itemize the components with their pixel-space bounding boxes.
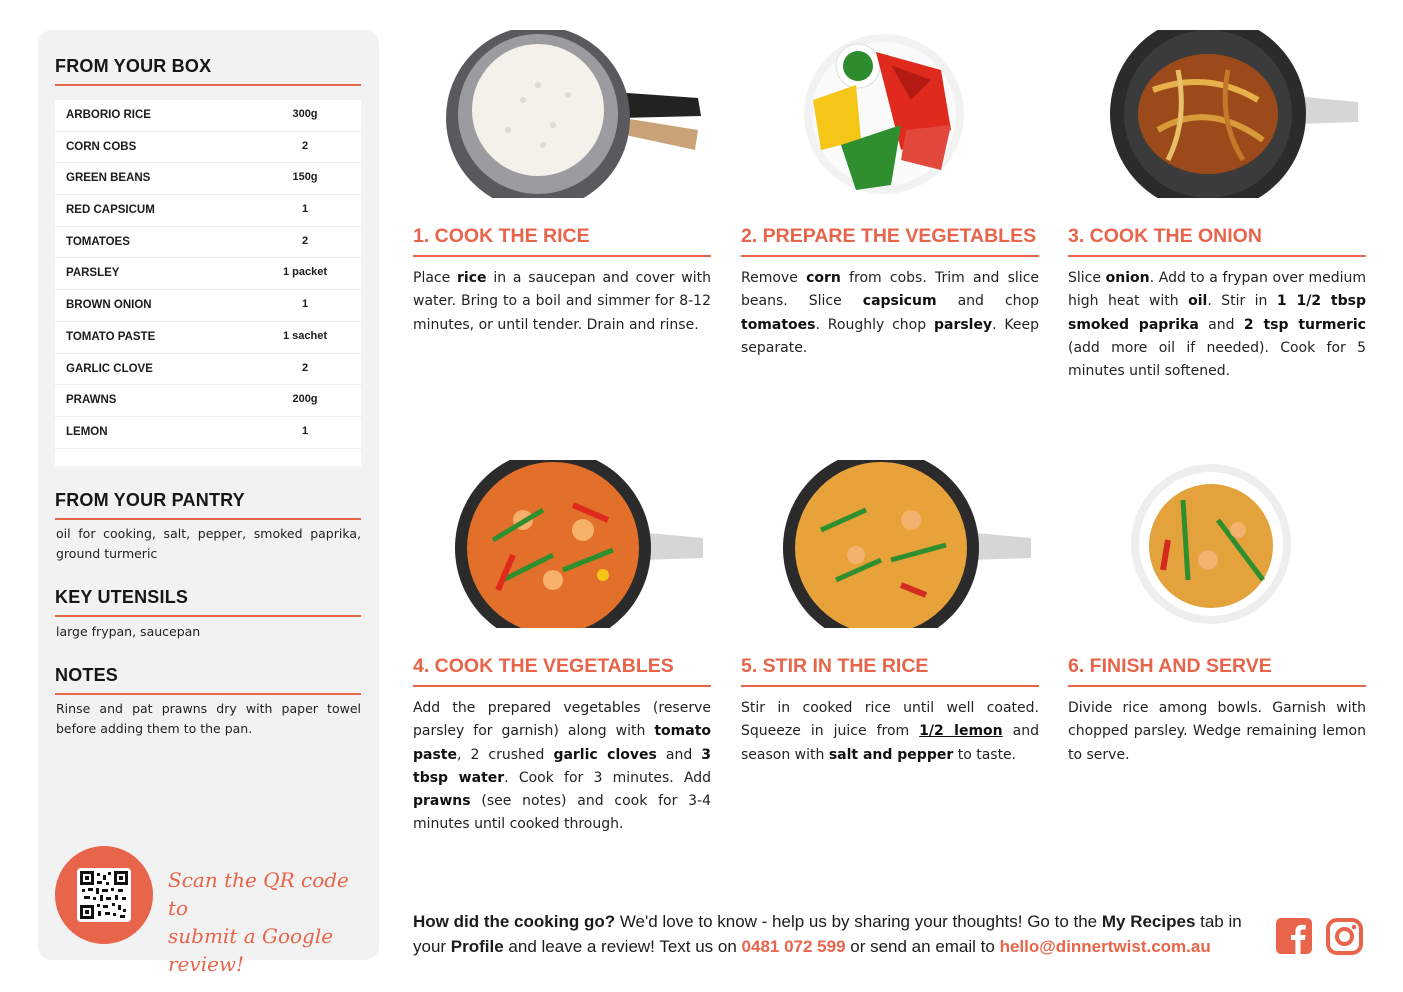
step-text: in a saucepan and cover with water. Bring to a boil and simmer for 8-12 minutes, or until tender. Drain and rinse. bbox=[413, 270, 712, 333]
step-2-title: 2. PREPARE THE VEGETABLES bbox=[741, 225, 1039, 257]
ingredients-table bbox=[55, 100, 361, 466]
sidebar bbox=[38, 30, 379, 976]
step-bold-text: 1/2 lemon bbox=[919, 723, 1003, 740]
paella-bowl-image bbox=[1068, 460, 1366, 628]
ingredient-row bbox=[55, 195, 361, 227]
qr-code-badge[interactable] bbox=[55, 846, 153, 944]
step-bold-text: tomato paste bbox=[413, 723, 711, 763]
ingredient-name: ARBORIO RICE bbox=[66, 109, 151, 121]
step-text: and chop bbox=[936, 293, 1040, 310]
rice-strainer-image bbox=[413, 30, 711, 198]
step-text: to taste. bbox=[953, 746, 1017, 763]
step-text: Slice bbox=[1068, 270, 1106, 286]
step-text: Add the prepared vegetables (reserve parsley for garnish) along with bbox=[413, 700, 711, 740]
ingredient-name: GREEN BEANS bbox=[66, 172, 151, 185]
ingredient-qty: 150g bbox=[292, 171, 318, 184]
step-text: (add more oil if needed). Cook for 5 minutes until softened. bbox=[1068, 339, 1366, 380]
step-3-title: 3. COOK THE ONION bbox=[1068, 225, 1366, 257]
ingredient-qty: 200g bbox=[292, 393, 318, 406]
step-1-body bbox=[413, 267, 711, 337]
qr-code-icon[interactable] bbox=[77, 868, 131, 922]
step-6-body bbox=[1068, 697, 1366, 767]
step-1-title: 1. COOK THE RICE bbox=[413, 225, 711, 257]
step-bold-text: salt and pepper bbox=[828, 746, 954, 763]
step-5-title: 5. STIR IN THE RICE bbox=[741, 655, 1039, 687]
ingredient-qty: 1 packet bbox=[282, 266, 328, 279]
ingredient-row bbox=[55, 100, 361, 132]
ingredient-qty: 1 bbox=[301, 298, 309, 311]
step-text: and bbox=[656, 746, 702, 763]
ingredient-row bbox=[55, 385, 361, 417]
phone-link[interactable]: 0481 072 599 bbox=[741, 937, 846, 956]
ingredient-qty: 2 bbox=[301, 139, 309, 152]
footer-text-2: tab in your bbox=[413, 912, 1242, 956]
step-text: . Cook for 3 minutes. Add bbox=[504, 769, 711, 786]
step-6-title: 6. FINISH AND SERVE bbox=[1068, 655, 1366, 687]
step-4-body bbox=[413, 697, 711, 837]
step-2-body bbox=[741, 267, 1039, 360]
step-text: . Keep separate. bbox=[741, 316, 1040, 356]
from-your-box-title: FROM YOUR BOX bbox=[55, 56, 361, 86]
step-text: Place bbox=[413, 270, 458, 286]
footer-text-3: and leave a review! Text us on bbox=[503, 937, 742, 956]
ingredient-row bbox=[55, 354, 361, 386]
ingredient-qty: 2 bbox=[301, 361, 309, 374]
step-text: . Stir in bbox=[1207, 293, 1277, 310]
ingredient-name: BROWN ONION bbox=[66, 299, 152, 312]
qr-caption bbox=[168, 866, 368, 978]
ingredient-row bbox=[55, 132, 361, 164]
footer-text-4: or send an email to bbox=[845, 937, 1000, 956]
step-bold-text: tomatoes bbox=[741, 316, 816, 333]
from-your-pantry-title: FROM YOUR PANTRY bbox=[55, 490, 361, 520]
my-recipes-link[interactable]: My Recipes bbox=[1101, 912, 1196, 931]
step-bold-text: oil bbox=[1188, 293, 1208, 310]
pantry-text: oil for cooking, salt, pepper, smoked paprika, ground turmeric bbox=[56, 526, 361, 561]
ingredient-name: CORN COBS bbox=[66, 140, 137, 153]
qr-caption-line1: Scan the QR code to bbox=[168, 868, 349, 920]
step-bold-text: 1 1/2 tbsp smoked paprika bbox=[1068, 293, 1366, 333]
ingredient-qty: 1 sachet bbox=[282, 329, 328, 342]
vegetables-frypan-image bbox=[413, 460, 711, 628]
footer-text-1: We'd love to know - help us by sharing your thoughts! Go to the bbox=[615, 912, 1102, 931]
step-bold-text: parsley bbox=[933, 316, 993, 333]
ingredient-name: TOMATOES bbox=[66, 235, 130, 248]
ingredient-row bbox=[55, 322, 361, 354]
step-bold-text: capsicum bbox=[862, 293, 937, 310]
rice-frypan-image bbox=[741, 460, 1039, 628]
ingredient-row bbox=[55, 290, 361, 322]
notes-text: Rinse and pat prawns dry with paper towel before adding them to the pan. bbox=[56, 701, 361, 736]
step-bold-text: prawns bbox=[413, 793, 471, 810]
instagram-icon[interactable] bbox=[1326, 918, 1364, 956]
step-text: from cobs. Trim and slice beans. Slice bbox=[741, 270, 1040, 310]
step-text: Divide rice among bowls. Garnish with chopped parsley. Wedge remaining lemon to serve. bbox=[1068, 700, 1366, 763]
step-text: and bbox=[1198, 316, 1244, 333]
step-bold-text: 3 tbsp water bbox=[413, 746, 711, 786]
ingredient-qty: 1 bbox=[301, 203, 309, 216]
step-text: Remove bbox=[741, 270, 807, 286]
step-bold-text: garlic cloves bbox=[553, 746, 657, 763]
step-5-body bbox=[741, 697, 1039, 767]
qr-caption-line2: submit a Google review! bbox=[168, 924, 334, 976]
step-text: , 2 crushed bbox=[457, 746, 554, 763]
ingredient-name: TOMATO PASTE bbox=[66, 330, 156, 343]
notes-title: NOTES bbox=[55, 665, 361, 695]
ingredient-row bbox=[55, 163, 361, 195]
step-bold-text: corn bbox=[806, 270, 841, 286]
ingredient-name: PRAWNS bbox=[66, 394, 117, 407]
ingredient-name: LEMON bbox=[66, 425, 108, 438]
ingredient-row bbox=[55, 417, 361, 449]
ingredient-row bbox=[55, 258, 361, 290]
ingredient-name: PARSLEY bbox=[66, 267, 120, 280]
step-text: . Add to a frypan over medium high heat with bbox=[1068, 270, 1366, 310]
ingredient-qty: 300g bbox=[292, 108, 318, 120]
step-text: and season with bbox=[741, 723, 1039, 763]
step-3-body bbox=[1068, 267, 1366, 383]
vegetables-plate-image bbox=[741, 30, 1039, 198]
profile-link[interactable]: Profile bbox=[450, 937, 504, 956]
step-bold-text: 2 tsp turmeric bbox=[1243, 316, 1366, 333]
ingredient-row bbox=[55, 227, 361, 259]
step-4-title: 4. COOK THE VEGETABLES bbox=[413, 655, 711, 687]
key-utensils-title: KEY UTENSILS bbox=[55, 587, 361, 617]
footer-question: How did the cooking go? bbox=[413, 912, 616, 931]
ingredient-qty: 2 bbox=[301, 234, 309, 247]
email-link[interactable]: hello@dinnertwist.com.au bbox=[999, 937, 1211, 956]
step-text: . Roughly chop bbox=[815, 316, 934, 333]
ingredient-name: RED CAPSICUM bbox=[66, 204, 155, 217]
step-text: Stir in cooked rice until well coated. Squeeze in juice from bbox=[741, 700, 1039, 740]
feedback-footer bbox=[413, 909, 1263, 959]
utensils-text: large frypan, saucepan bbox=[56, 624, 201, 639]
facebook-icon[interactable] bbox=[1276, 918, 1314, 956]
step-bold-text: rice bbox=[457, 270, 487, 286]
step-text: (see notes) and cook for 3-4 minutes until cooked through. bbox=[413, 793, 711, 833]
onion-frypan-image bbox=[1068, 30, 1366, 198]
ingredient-qty: 1 bbox=[301, 424, 309, 437]
step-bold-text: onion bbox=[1105, 270, 1150, 286]
ingredient-name: GARLIC CLOVE bbox=[66, 362, 153, 375]
